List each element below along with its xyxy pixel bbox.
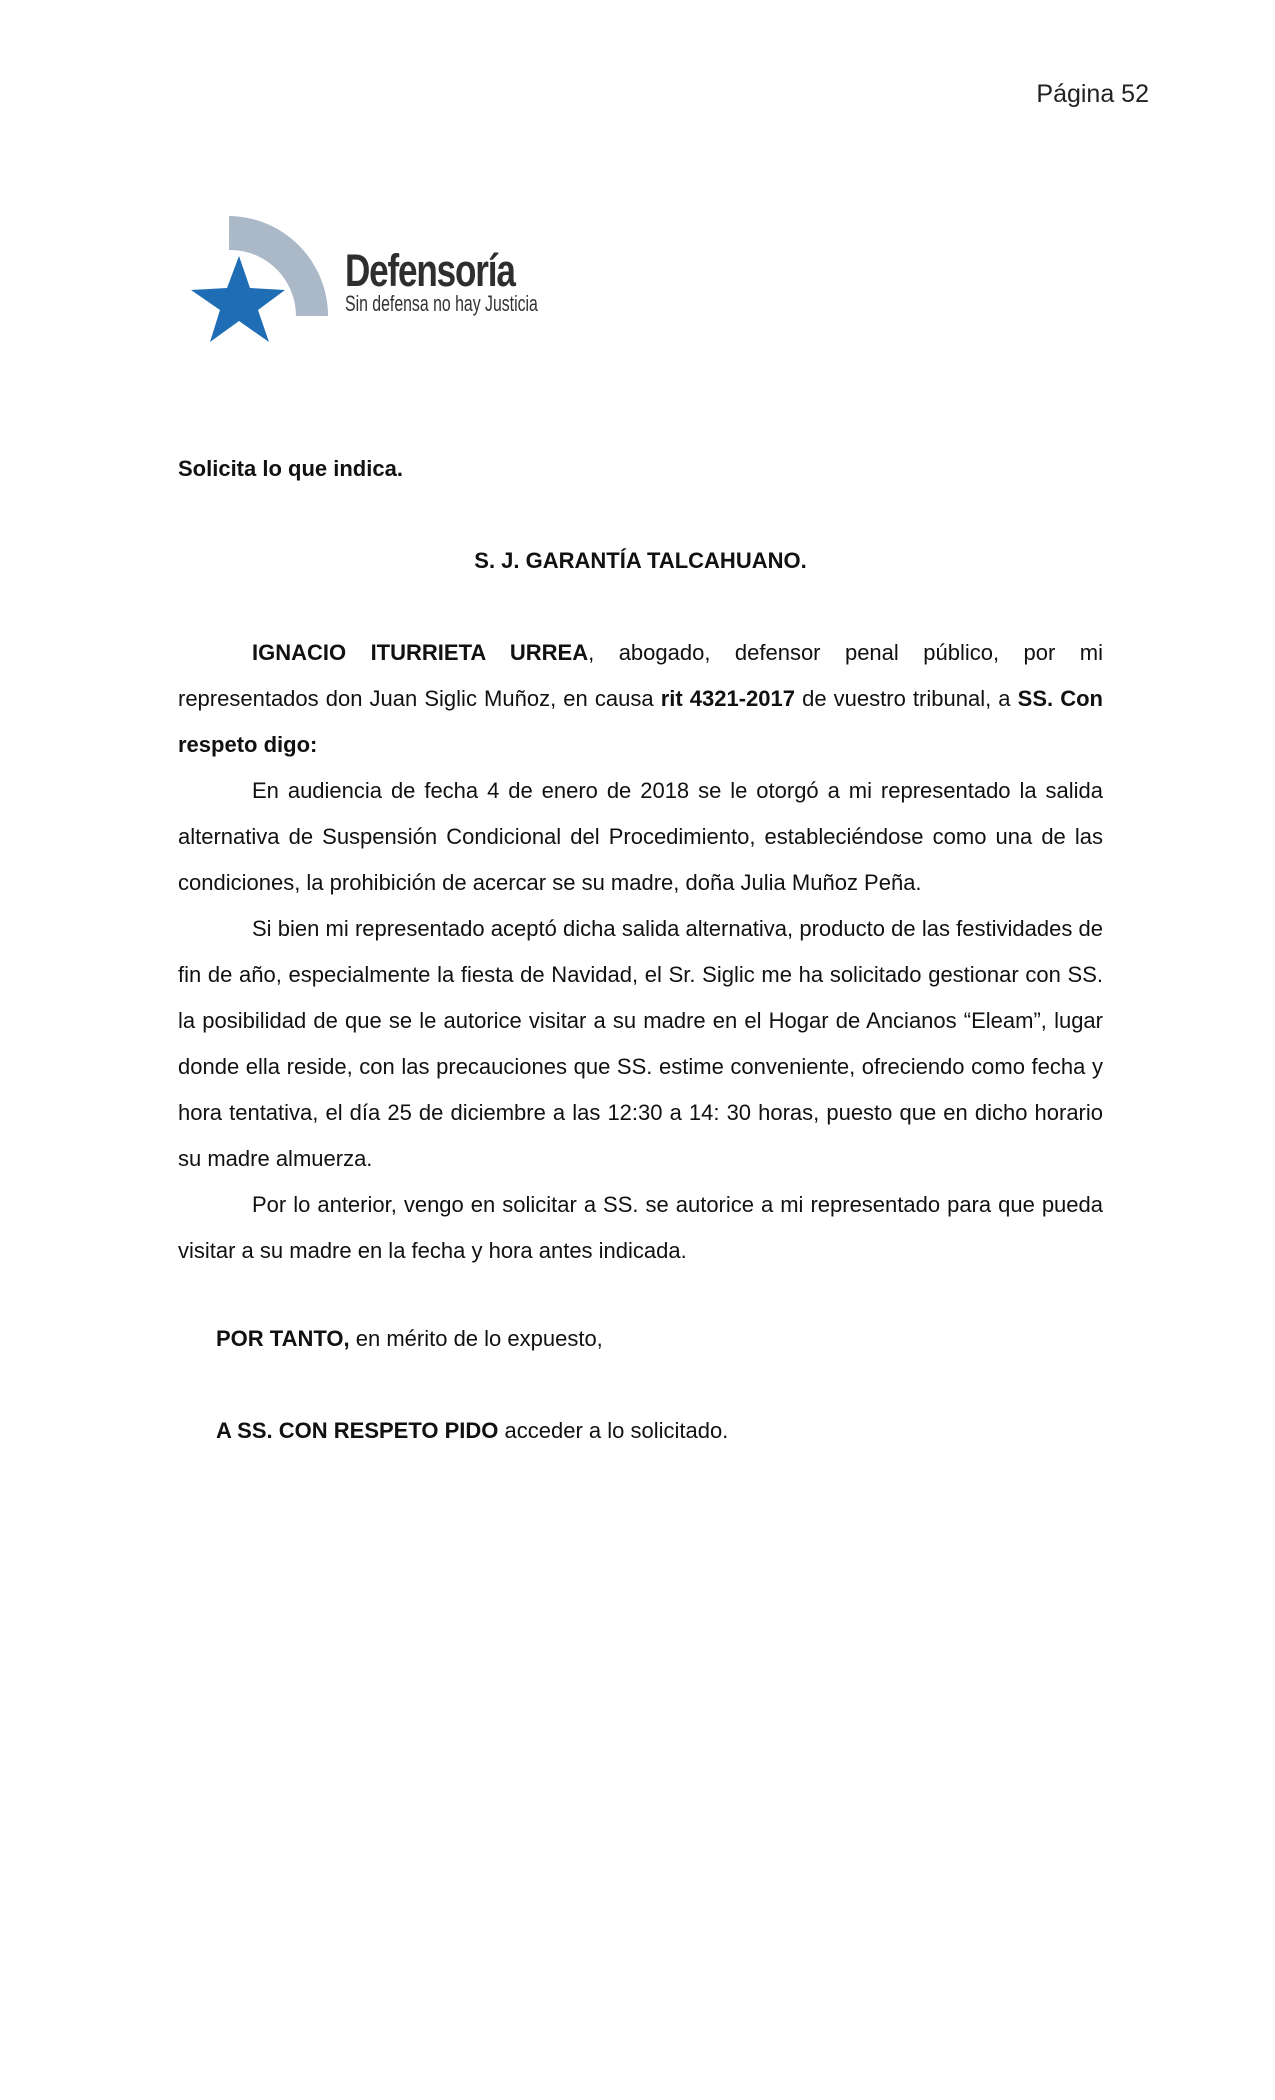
document-body [178, 630, 1103, 1274]
case-reference: rit 4321-2017 [660, 686, 795, 711]
closing-request [216, 1408, 1103, 1454]
por-tanto-label: POR TANTO, [216, 1326, 350, 1351]
logo-title: Defensoría [345, 245, 515, 296]
closing-por-tanto [216, 1316, 1103, 1362]
intro-paragraph [178, 630, 1103, 768]
document-addressee: S. J. GARANTÍA TALCAHUANO. [474, 548, 807, 573]
page-number: Página 52 [1036, 80, 1149, 108]
defensoria-logo [183, 212, 543, 342]
document-subject: Solicita lo que indica. [178, 456, 403, 481]
greeting: Con respeto digo: [178, 686, 1103, 757]
request-text: acceder a lo solicitado. [498, 1418, 729, 1443]
body-paragraph: Por lo anterior, vengo en solicitar a SS. se autorice a mi representado para que pueda visitar a su madre en la fecha y hora antes indicada. [178, 1192, 1103, 1263]
defensoria-star-icon [183, 212, 343, 342]
defender-name: IGNACIO ITURRIETA URREA [252, 640, 589, 665]
body-paragraph: En audiencia de fecha 4 de enero de 2018 se le otorgó a mi representado la salida alternativa de Suspensión Condicional del Procedimiento, estableciéndose como una de las condiciones, la prohibición de acercar se su madre, doña Julia Muñoz Peña. [178, 778, 1103, 895]
request-label: A SS. CON RESPETO PIDO [216, 1418, 499, 1443]
intro-text-1: , abogado, defensor penal público, por mi representados don Juan Siglic Muñoz, en causa [178, 640, 1103, 711]
por-tanto-text: en mérito de lo expuesto, [349, 1326, 603, 1351]
intro-text-2: de vuestro tribunal, a [795, 686, 1018, 711]
body-paragraph: Si bien mi representado aceptó dicha salida alternativa, producto de las festividades de fin de año, especialmente la fiesta de Navidad, el Sr. Siglic me ha solicitado gestionar con SS. la posibilidad de que se le autorice visitar a su madre en el Hogar de Ancianos “Eleam”, lugar donde ella reside, con las precauciones que SS. estime conveniente, ofreciendo como fecha y hora tentativa, el día 25 de diciembre a las 12:30 a 14: 30 horas, puesto que en dicho horario su madre almuerza. [178, 916, 1103, 1171]
logo-tagline: Sin defensa no hay Justicia [345, 291, 538, 316]
ss-abbreviation: SS. [1017, 686, 1054, 711]
